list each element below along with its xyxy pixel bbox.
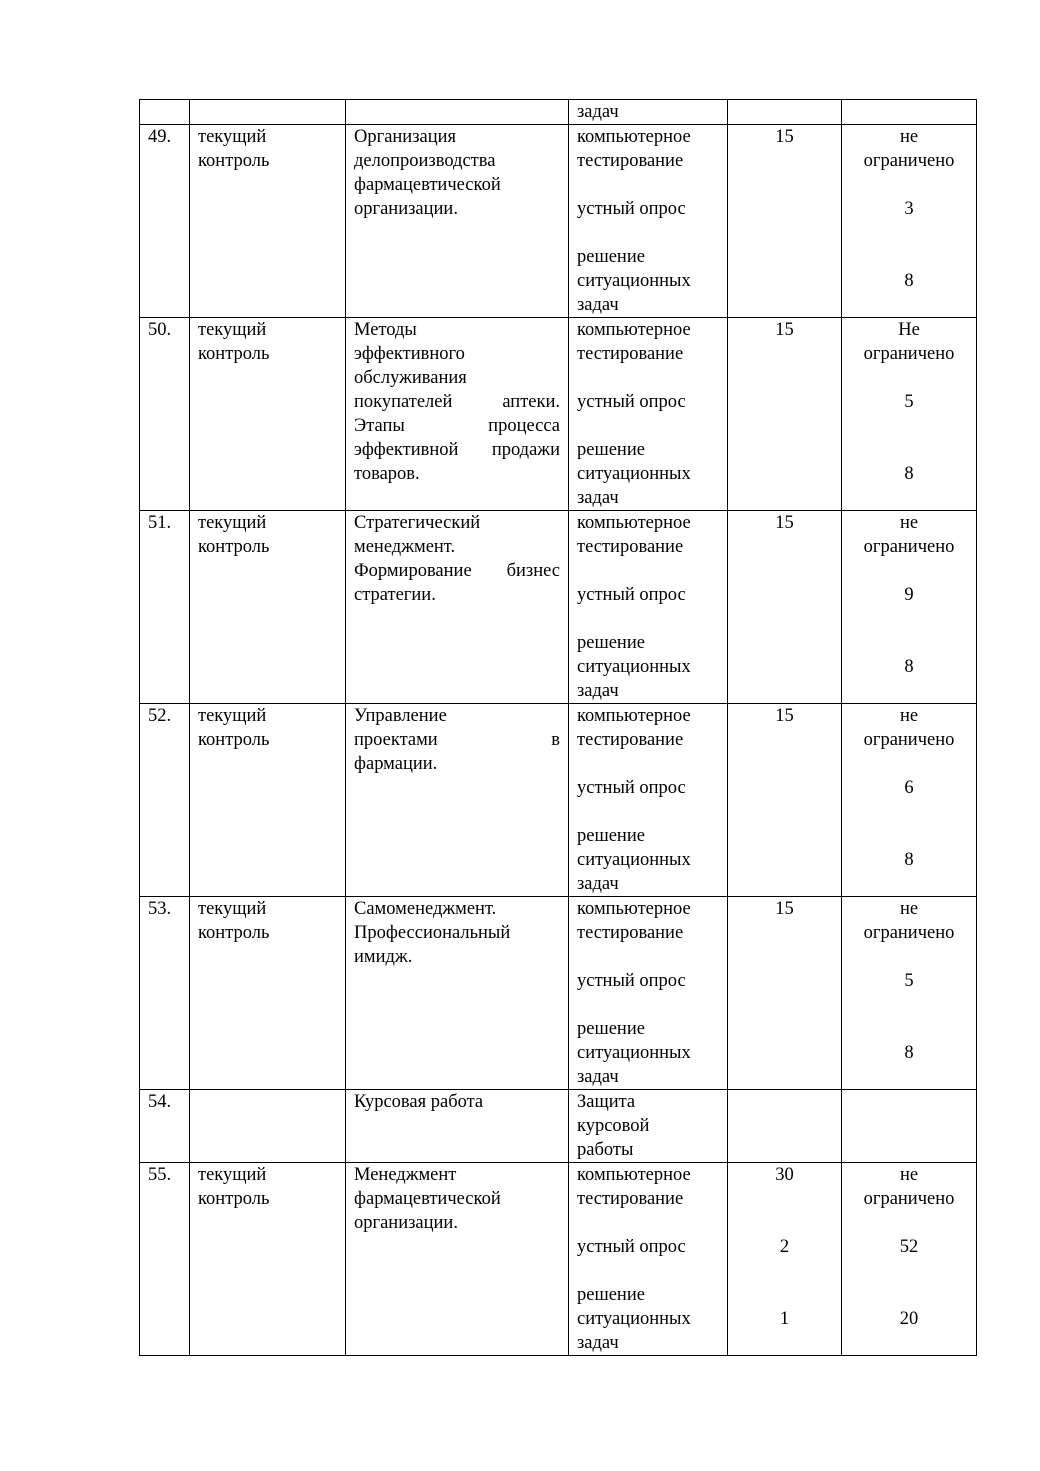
variants-cell [842, 125, 977, 318]
method-line: работы [577, 1140, 634, 1160]
topic-line-lines [354, 511, 560, 607]
method-line [577, 945, 719, 969]
count-line [736, 1259, 833, 1283]
method-line: устный опрос [577, 199, 686, 219]
method-cell [569, 704, 728, 897]
topic-cell [346, 1090, 569, 1163]
topic-cell [346, 897, 569, 1090]
continuation-variants-cell [842, 100, 977, 125]
row-number-cell [140, 511, 190, 704]
method-line [577, 607, 719, 631]
count-line [736, 655, 833, 679]
method-line: решение [577, 1019, 645, 1039]
count-cell [728, 704, 842, 897]
method-line-lines [577, 897, 719, 1089]
variants-cell [842, 897, 977, 1090]
count-line [736, 631, 833, 655]
method-line [577, 221, 719, 245]
topic-line: эффективной продажи [354, 440, 560, 460]
count-line [736, 438, 833, 462]
variants-line [850, 293, 968, 317]
method-line: задач [577, 1333, 619, 1353]
topic-line: организации. [354, 199, 458, 219]
count-line [736, 221, 833, 245]
count-line [736, 776, 833, 800]
control-type-line: текущий [198, 320, 267, 340]
count-line [736, 149, 833, 173]
variants-line [850, 631, 968, 655]
topic-line: Курсовая работа [354, 1092, 484, 1112]
variants-line [850, 824, 968, 848]
control-type-cell [190, 511, 346, 704]
variants-line [850, 1017, 968, 1041]
control-type-line: текущий [198, 127, 267, 147]
topic-line: Менеджмент [354, 1165, 457, 1185]
method-cell [569, 125, 728, 318]
topic-line: Управление [354, 706, 447, 726]
variants-line: 52 [899, 1237, 919, 1257]
method-line: ситуационных [577, 464, 691, 484]
count-line [736, 414, 833, 438]
count-line [736, 607, 833, 631]
variants-line [850, 1065, 968, 1089]
variants-line [850, 872, 968, 896]
count-line-lines [736, 125, 833, 317]
control-type-line-lines [198, 511, 337, 559]
variants-line-lines [850, 511, 968, 703]
table-row [140, 1163, 977, 1356]
count-cell [728, 1090, 842, 1163]
variants-line: 6 [904, 778, 914, 798]
control-type-cell [190, 318, 346, 511]
variants-line-lines [850, 704, 968, 896]
count-cell [728, 1163, 842, 1356]
count-line: 15 [775, 513, 794, 533]
topic-cell [346, 1163, 569, 1356]
count-line [736, 559, 833, 583]
control-type-line: контроль [198, 344, 270, 364]
variants-line [850, 1283, 968, 1307]
count-line-lines [736, 897, 833, 1089]
variants-line: 8 [904, 464, 914, 484]
method-line: задач [577, 874, 619, 894]
variants-line [850, 945, 968, 969]
variants-cell [842, 511, 977, 704]
method-line [577, 752, 719, 776]
table-row [140, 704, 977, 897]
method-line: тестирование [577, 730, 684, 750]
variants-line: 20 [899, 1309, 919, 1329]
row-number: 50. [148, 320, 172, 340]
variants-line: 3 [904, 199, 914, 219]
variants-line: ограничено [863, 923, 955, 943]
method-line [577, 173, 719, 197]
control-type-line-lines [198, 125, 337, 173]
row-number: 49. [148, 127, 172, 147]
method-cell [569, 511, 728, 704]
method-line: решение [577, 440, 645, 460]
variants-line: Не [898, 320, 920, 340]
method-line [577, 366, 719, 390]
row-number: 53. [148, 899, 172, 919]
count-cell [728, 897, 842, 1090]
count-line-lines [736, 511, 833, 703]
variants-line: 5 [904, 392, 914, 412]
count-line: 15 [775, 320, 794, 340]
topic-line-lines [354, 897, 560, 969]
method-line: тестирование [577, 923, 684, 943]
topic-line: фармацевтической [354, 1189, 501, 1209]
count-line [736, 872, 833, 896]
variants-line-lines [850, 1163, 968, 1355]
row-number-cell [140, 318, 190, 511]
topic-line: проектами в [354, 730, 560, 750]
count-line [736, 993, 833, 1017]
continuation-method-text: задач [577, 102, 619, 122]
topic-line-lines [354, 1090, 560, 1114]
method-line: ситуационных [577, 271, 691, 291]
table-body [140, 100, 977, 1356]
method-line: задач [577, 681, 619, 701]
method-line: устный опрос [577, 971, 686, 991]
topic-line: Самоменеджмент. [354, 899, 497, 919]
method-line: тестирование [577, 1189, 684, 1209]
control-type-line: контроль [198, 730, 270, 750]
count-line [736, 969, 833, 993]
method-cell [569, 1163, 728, 1356]
control-type-line: контроль [198, 1189, 270, 1209]
count-line [736, 462, 833, 486]
method-line-lines [577, 1163, 719, 1355]
method-line: устный опрос [577, 392, 686, 412]
method-line: тестирование [577, 537, 684, 557]
topic-line: товаров. [354, 464, 420, 484]
count-line [736, 1065, 833, 1089]
count-line [736, 366, 833, 390]
count-line [736, 293, 833, 317]
method-line-lines [577, 1090, 719, 1162]
method-line: задач [577, 295, 619, 315]
count-line [736, 824, 833, 848]
count-line [736, 728, 833, 752]
count-line [736, 848, 833, 872]
method-line: компьютерное [577, 513, 691, 533]
count-line [736, 945, 833, 969]
count-line [736, 245, 833, 269]
row-number: 55. [148, 1165, 172, 1185]
count-line [736, 679, 833, 703]
method-line: ситуационных [577, 657, 691, 677]
control-type-cell [190, 125, 346, 318]
method-cell [569, 897, 728, 1090]
topic-line: имидж. [354, 947, 413, 967]
control-type-line: контроль [198, 537, 270, 557]
variants-line [850, 245, 968, 269]
topic-line: Формирование бизнес [354, 561, 560, 581]
control-type-cell [190, 704, 346, 897]
control-type-line-lines [198, 1163, 337, 1211]
count-line: 15 [775, 899, 794, 919]
method-line: компьютерное [577, 127, 691, 147]
count-line [736, 342, 833, 366]
method-line: курсовой [577, 1116, 650, 1136]
row-number: 52. [148, 706, 172, 726]
count-cell [728, 125, 842, 318]
variants-line: не [899, 127, 919, 147]
variants-line: ограничено [863, 537, 955, 557]
topic-line: обслуживания [354, 368, 467, 388]
count-line: 2 [779, 1237, 790, 1257]
topic-line: Организация [354, 127, 457, 147]
topic-line: организации. [354, 1213, 458, 1233]
count-line [736, 800, 833, 824]
method-line: тестирование [577, 344, 684, 364]
method-line-lines [577, 125, 719, 317]
variants-line [850, 173, 968, 197]
variants-cell [842, 1163, 977, 1356]
method-line: компьютерное [577, 899, 691, 919]
method-line-lines [577, 318, 719, 510]
count-line [736, 390, 833, 414]
method-line: компьютерное [577, 1165, 691, 1185]
variants-line [850, 366, 968, 390]
continuation-row [140, 100, 977, 125]
topic-line: Этапы процесса [354, 416, 560, 436]
method-cell [569, 318, 728, 511]
topic-line: эффективного [354, 344, 465, 364]
control-table [139, 99, 977, 1356]
variants-line: 9 [904, 585, 914, 605]
row-number: 51. [148, 513, 172, 533]
count-line [736, 1017, 833, 1041]
count-line: 1 [779, 1309, 790, 1329]
topic-line: покупателей аптеки. [354, 392, 560, 412]
continuation-count-cell [728, 100, 842, 125]
variants-line: ограничено [863, 344, 955, 364]
method-line: ситуационных [577, 1043, 691, 1063]
topic-line: фармацевтической [354, 175, 501, 195]
variants-line: 8 [904, 657, 914, 677]
continuation-method-cell [569, 100, 728, 125]
method-line: решение [577, 633, 645, 653]
variants-line: ограничено [863, 1189, 955, 1209]
count-line [736, 197, 833, 221]
count-line [736, 1187, 833, 1211]
count-line [736, 752, 833, 776]
count-line-lines [736, 318, 833, 510]
count-line [736, 486, 833, 510]
topic-line: Стратегический [354, 513, 481, 533]
topic-line: фармации. [354, 754, 438, 774]
count-line-lines [736, 1163, 833, 1355]
table-row [140, 318, 977, 511]
topic-line-lines [354, 125, 560, 221]
row-number-cell [140, 1090, 190, 1163]
method-line: решение [577, 247, 645, 267]
variants-line: не [899, 1165, 919, 1185]
variants-line: не [899, 513, 919, 533]
variants-line [850, 607, 968, 631]
control-type-cell [190, 1090, 346, 1163]
control-type-line: контроль [198, 151, 270, 171]
variants-line [850, 679, 968, 703]
control-type-line: текущий [198, 1165, 267, 1185]
count-line [736, 535, 833, 559]
method-line [577, 1211, 719, 1235]
topic-cell [346, 318, 569, 511]
count-line [736, 1041, 833, 1065]
method-line: компьютерное [577, 706, 691, 726]
method-line-lines [577, 511, 719, 703]
topic-cell [346, 511, 569, 704]
topic-line: делопроизводства [354, 151, 496, 171]
variants-line-lines [850, 318, 968, 510]
continuation-type-cell [190, 100, 346, 125]
method-line: ситуационных [577, 850, 691, 870]
count-line [736, 1211, 833, 1235]
count-line [736, 1283, 833, 1307]
control-type-line: текущий [198, 513, 267, 533]
method-line: устный опрос [577, 778, 686, 798]
row-number-cell [140, 125, 190, 318]
topic-line-lines [354, 318, 560, 486]
variants-line [850, 993, 968, 1017]
topic-line: менеджмент. [354, 537, 456, 557]
topic-cell [346, 125, 569, 318]
variants-line-lines [850, 125, 968, 317]
variants-line [850, 559, 968, 583]
method-line: задач [577, 488, 619, 508]
method-cell [569, 1090, 728, 1163]
control-type-line-lines [198, 318, 337, 366]
variants-line [850, 1331, 968, 1355]
control-type-line-lines [198, 897, 337, 945]
count-line: 30 [775, 1165, 794, 1185]
method-line: тестирование [577, 151, 684, 171]
topic-line: Методы [354, 320, 417, 340]
topic-line-lines [354, 704, 560, 776]
count-line [736, 173, 833, 197]
table-row [140, 1090, 977, 1163]
row-number-cell [140, 897, 190, 1090]
table-row [140, 125, 977, 318]
variants-line: 8 [904, 271, 914, 291]
method-line [577, 414, 719, 438]
method-line [577, 800, 719, 824]
count-line-lines [736, 704, 833, 896]
variants-cell [842, 704, 977, 897]
row-number-cell [140, 704, 190, 897]
count-line [736, 269, 833, 293]
count-line [736, 583, 833, 607]
variants-line-lines [850, 897, 968, 1089]
variants-line [850, 486, 968, 510]
count-cell [728, 511, 842, 704]
table-row [140, 897, 977, 1090]
method-line: решение [577, 826, 645, 846]
control-type-line: контроль [198, 923, 270, 943]
method-line: устный опрос [577, 1237, 686, 1257]
variants-line [850, 438, 968, 462]
method-line: компьютерное [577, 320, 691, 340]
count-line: 15 [775, 706, 794, 726]
continuation-topic-cell [346, 100, 569, 125]
control-type-line: текущий [198, 899, 267, 919]
count-line: 15 [775, 127, 794, 147]
method-line: ситуационных [577, 1309, 691, 1329]
method-line [577, 1259, 719, 1283]
count-line [736, 921, 833, 945]
continuation-num-cell [140, 100, 190, 125]
row-number-cell [140, 1163, 190, 1356]
topic-line: стратегии. [354, 585, 436, 605]
method-line-lines [577, 704, 719, 896]
variants-line: 8 [904, 850, 914, 870]
method-line: решение [577, 1285, 645, 1305]
variants-line: 8 [904, 1043, 914, 1063]
method-line: устный опрос [577, 585, 686, 605]
variants-cell [842, 1090, 977, 1163]
row-number: 54. [148, 1092, 172, 1112]
topic-line-lines [354, 1163, 560, 1235]
count-line [736, 1331, 833, 1355]
variants-line [850, 1211, 968, 1235]
variants-line: не [899, 706, 919, 726]
variants-line: 5 [904, 971, 914, 991]
method-line [577, 559, 719, 583]
table-row [140, 511, 977, 704]
method-line [577, 993, 719, 1017]
variants-line [850, 221, 968, 245]
variants-line [850, 1259, 968, 1283]
control-type-line-lines [198, 704, 337, 752]
method-line: Защита [577, 1092, 636, 1112]
control-type-cell [190, 897, 346, 1090]
variants-line [850, 752, 968, 776]
variants-line: ограничено [863, 151, 955, 171]
control-type-line: текущий [198, 706, 267, 726]
count-cell [728, 318, 842, 511]
topic-line: Профессиональный [354, 923, 511, 943]
variants-line [850, 414, 968, 438]
method-line: задач [577, 1067, 619, 1087]
variants-line [850, 800, 968, 824]
control-type-cell [190, 1163, 346, 1356]
topic-cell [346, 704, 569, 897]
variants-line: ограничено [863, 730, 955, 750]
variants-line: не [899, 899, 919, 919]
variants-cell [842, 318, 977, 511]
